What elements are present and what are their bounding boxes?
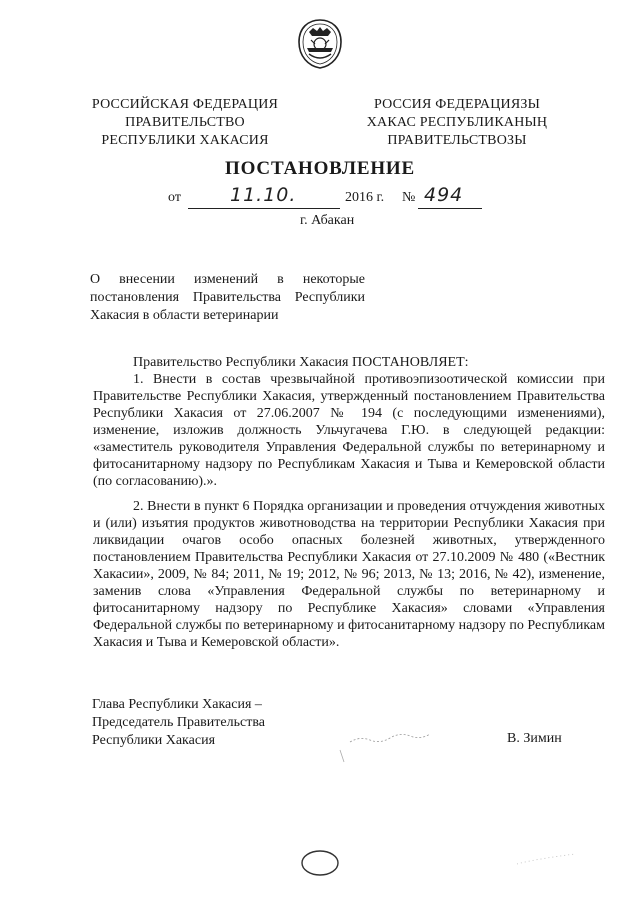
signatory-name: В. Зимин <box>507 731 562 746</box>
header-right-line: ХАКАС РЕСПУБЛИКАНЫҢ <box>366 115 548 130</box>
header-left-line: ПРАВИТЕЛЬСТВО <box>125 115 245 130</box>
date-prefix: от <box>168 190 181 205</box>
header-right-line: ПРАВИТЕЛЬСТВОЗЫ <box>387 133 527 148</box>
body-item-2: 2. Внести в пункт 6 Порядка организации и проведения отчуждения животных и (или) изъятия продуктов животноводства на территории Республики Хакасия при ликвидации очагов особо опасных болезней животных, утвержденного постановлением Правительства Республики Хакасия от 27.10.2009 № 480 («Вестник Хакасии», 2009, № 84; 2011, № 19; 2012, № 96; 2013, № 13; 2016, № 42), изменение, заменив слова «Управления Федеральной службы по ветеринарному и фитосанитарному надзору по Республике Хакасия» словами «Управления Федеральной службы по ветеринарному и фитосанитарному надзору по Республикам Хакасия и Тыва и Кемеровской области». <box>93 499 605 650</box>
signature-title-line: Глава Республики Хакасия – <box>92 697 262 712</box>
signature-title <box>92 696 265 750</box>
signature-title-line: Председатель Правительства <box>92 715 265 730</box>
coat-of-arms-emblem <box>295 18 345 70</box>
date-field <box>188 186 340 209</box>
preamble: Правительство Республики Хакасия ПОСТАНОВЛЯЕТ: <box>133 355 469 370</box>
number-value: 494 <box>424 184 464 206</box>
signature-title-line: Республики Хакасия <box>92 733 216 748</box>
document-body <box>93 354 605 651</box>
stamp-mark <box>298 846 342 880</box>
header-left-line: РЕСПУБЛИКИ ХАКАСИЯ <box>101 133 269 148</box>
header-left <box>80 96 290 150</box>
date-value: 11.10. <box>230 184 297 206</box>
city: г. Абакан <box>300 213 355 228</box>
number-sign: № <box>402 190 416 205</box>
header-left-line: РОССИЙСКАЯ ФЕДЕРАЦИЯ <box>91 97 279 112</box>
handwritten-signature <box>330 722 450 772</box>
header-right <box>352 96 562 150</box>
scan-marks <box>515 850 585 870</box>
header-right-line: РОССИЯ ФЕДЕРАЦИЯЗЫ <box>373 97 541 112</box>
document-subject: О внесении изменений в некоторые постановления Правительства Республики Хакасия в области ветеринарии <box>90 272 365 323</box>
body-item-1: 1. Внести в состав чрезвычайной противоэпизоотической комиссии при Правительстве Республики Хакасия, утвержденный постановлением Правительства Республики Хакасия от 27.06.2007 № 194 (с последующими изменениями), изменение, изложив должность Ульчугачева Г.Ю. в следующей редакции: «заместитель руководителя Управления Федеральной службы по ветеринарному и фитосанитарному надзору по Республикам Хакасия и Тыва и Кемеровской области (по согласованию).». <box>93 372 605 489</box>
document-title: ПОСТАНОВЛЕНИЕ <box>225 158 415 179</box>
number-field <box>418 186 482 209</box>
year-text: 2016 г. <box>345 190 385 205</box>
